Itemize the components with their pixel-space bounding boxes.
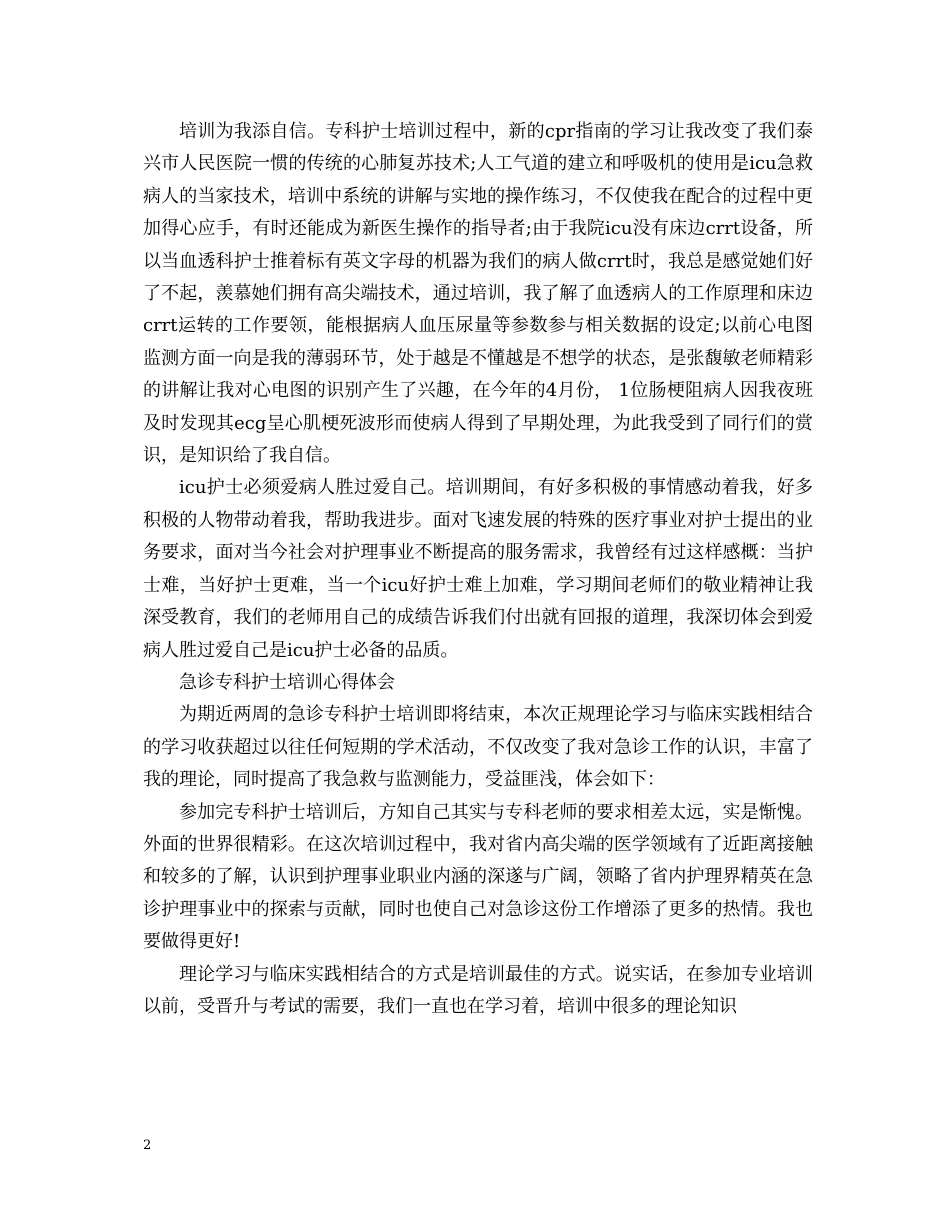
- paragraph-training-intro: 为期近两周的急诊专科护士培训即将结束，本次正规理论学习与临床实践相结合的学习收获超过以往任何短期的学术活动，不仅改变了我对急诊工作的认识，丰富了我的理论，同时提高了我急救与监测能力，受益匪浅，体会如下：: [143, 704, 813, 791]
- section-heading: 急诊专科护士培训心得体会: [179, 671, 395, 693]
- paragraph-theory-practice: 理论学习与临床实践相结合的方式是培训最佳的方式。说实话，在参加专业培训以前，受晋升与考试的需要，我们一直也在学习着，培训中很多的理论知识: [143, 963, 813, 1017]
- paragraph-love-patients: icu护士必须爱病人胜过爱自己。培训期间，有好多积极的事情感动着我，好多积极的人物带动着我，帮助我进步。面对飞速发展的特殊的医疗事业对护士提出的业务要求，面对当今社会对护理事业不断提高的服务需求，我曾经有过这样感概：当护士难，当好护士更难，当一个icu好护士难上加难，学习期间老师们的敬业精神让我深受教育，我们的老师用自己的成绩告诉我们付出就有回报的道理，我深切体会到爱病人胜过爱自己是icu护士必备的品质。: [143, 477, 813, 661]
- paragraph-after-training: 参加完专科护士培训后，方知自己其实与专科老师的要求相差太远，实是惭愧。外面的世界很精彩。在这次培训过程中，我对省内高尖端的医学领域有了近距离接触和较多的了解，认识到护理事业职业内涵的深遂与广阔，领略了省内护理界精英在急诊护理事业中的探索与贡献，同时也使自己对急诊这份工作增添了更多的热情。我也要做得更好!: [143, 801, 813, 953]
- page-number: 2: [143, 1138, 152, 1153]
- document-body: [143, 116, 813, 1023]
- paragraph-confidence: 培训为我添自信。专科护士培训过程中，新的cpr指南的学习让我改变了我们泰兴市人民医院一惯的传统的心肺复苏技术;人工气道的建立和呼吸机的使用是icu急救病人的当家技术，培训中系统的讲解与实地的操作练习，不仅使我在配合的过程中更加得心应手，有时还能成为新医生操作的指导者;由于我院icu没有床边crrt设备，所以当血透科护士推着标有英文字母的机器为我们的病人做crrt时，我总是感觉她们好了不起，羡慕她们拥有高尖端技术，通过培训，我了解了血透病人的工作原理和床边crrt运转的工作要领，能根据病人血压尿量等参数参与相关数据的设定;以前心电图监测方面一向是我的薄弱环节，处于越是不懂越是不想学的状态，是张馥敏老师精彩的讲解让我对心电图的识别产生了兴趣，在今年的4月份， 1位肠梗阻病人因我夜班及时发现其ecg呈心肌梗死波形而使病人得到了早期处理，为此我受到了同行们的赏识，是知识给了我自信。: [143, 121, 813, 467]
